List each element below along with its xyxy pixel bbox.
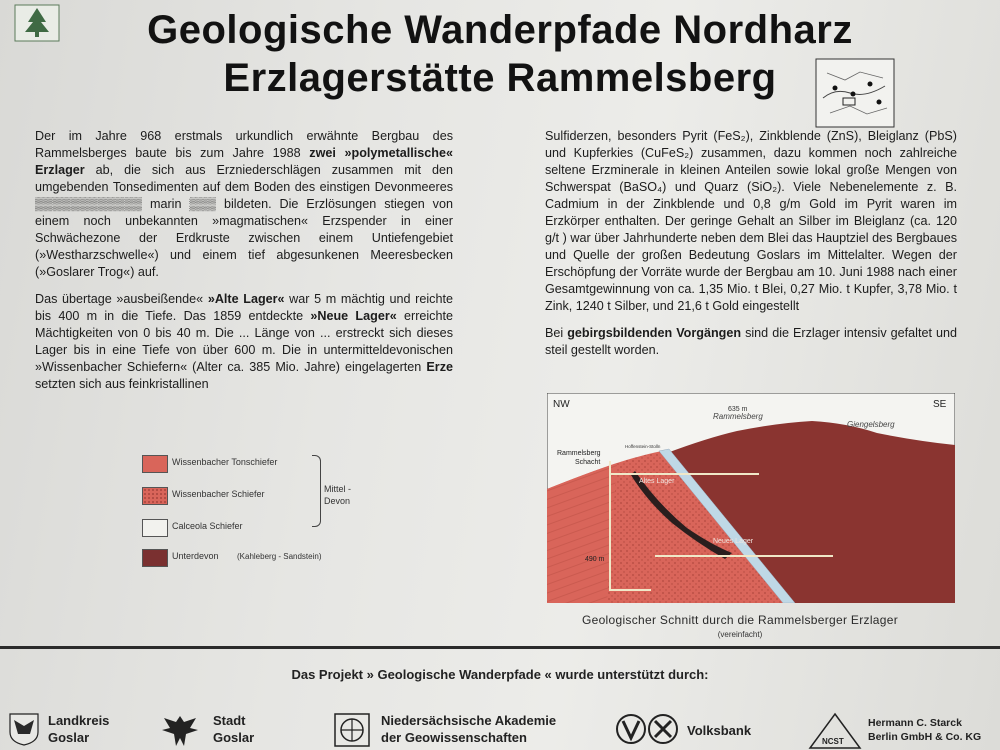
legend-label: Wissenbacher Schiefer	[172, 489, 265, 499]
legend-label: Wissenbacher Tonschiefer	[172, 457, 278, 467]
sponsor-name: Niedersächsische Akademie der Geowissenschaften	[381, 713, 557, 745]
sponsor-landkreis-goslar	[8, 710, 128, 750]
shaft-line	[609, 461, 611, 591]
paragraph-history	[35, 128, 453, 281]
label-neues-lager: Neues Lager	[713, 538, 754, 545]
ore-text-column	[545, 128, 957, 369]
geological-cross-section	[547, 393, 955, 603]
sponsors-heading: Das Projekt » Geologische Wanderpfade « wurde unterstützt durch:	[291, 667, 709, 682]
legend-swatch	[142, 487, 168, 505]
section-caption: Geologischer Schnitt durch die Rammelsberger Erzlager	[581, 613, 899, 627]
section-caption-note: (vereinfacht)	[717, 630, 763, 639]
emphasis-text: »Neue Lager«	[310, 309, 397, 323]
emphasis-text: »Alte Lager«	[207, 292, 285, 306]
legend-label: Calceola Schiefer	[172, 521, 243, 531]
legend-label: Unterdevon	[172, 551, 219, 561]
starck-logo-icon	[808, 712, 862, 750]
page-subtitle: Erzlagerstätte Rammelsberg	[223, 56, 777, 100]
label-depth: 490 m	[585, 556, 605, 563]
label-nw: NW	[553, 399, 570, 410]
divider	[0, 646, 1000, 649]
sponsor-akademie	[333, 710, 583, 750]
body-text: Der im Jahre 968 erstmals urkundlich erwähnte Bergbau des Rammelsberges baute bis zum Jahre 1988	[35, 129, 453, 160]
legend-swatch	[142, 455, 168, 473]
sponsor-name: Volksbank	[687, 723, 752, 738]
section-legend	[142, 453, 392, 573]
body-text: setzten sich aus feinkristallinen	[35, 377, 209, 391]
body-text: ab, die sich aus Erzniederschlägen zusammen mit den umgebenden Tonsedimenten auf dem Boden des einstigen Devonmeeres ▒▒▒▒▒▒▒▒▒▒▒▒ marin ▒▒▒ bildeten. Die Erzlösungen stiegen von einem noch unbekannten »magmatischen« Erzspender in einer Schwächezone der Erdkruste zwischen einem Untiefengebiet (»Westharzschwelle«) und einem tief abgesunkenen Meeresbecken (»Goslarer Trog«) auf.	[35, 163, 453, 279]
academy-logo-icon	[333, 712, 371, 748]
location-map-icon	[815, 58, 895, 128]
coat-of-arms-icon	[8, 712, 40, 746]
sponsor-stadt-goslar	[160, 710, 270, 750]
legend-group-label: Mittel - Devon	[324, 484, 351, 506]
emphasis-text: Erze	[426, 360, 453, 374]
level-line-bottom	[611, 589, 651, 591]
sponsor-starck	[808, 710, 998, 750]
emphasis-text: gebirgsbildenden Vorgängen	[567, 326, 742, 340]
body-text: Das übertage »ausbeißende«	[35, 292, 208, 306]
legend-note: (Kahleberg - Sandstein)	[237, 552, 322, 561]
label-giengelsberg: Giengelsberg	[847, 420, 895, 429]
sponsor-volksbank	[615, 710, 765, 750]
body-text: sind die Erzlager intensiv gefaltet und steil gestellt worden.	[545, 326, 958, 357]
emphasis-text: zwei »polymetallische« Erzlager	[35, 146, 454, 177]
legend-swatch	[142, 519, 168, 537]
paragraph-minerals	[545, 128, 957, 315]
label-small: Hoffenstein-Stolln	[625, 444, 661, 449]
level-line-lower	[655, 555, 833, 557]
label-shaft-1: Rammelsberg	[557, 450, 601, 457]
paragraph-lager	[35, 291, 453, 393]
label-height: 635 m	[728, 406, 748, 413]
level-line-upper	[609, 473, 759, 475]
eagle-icon	[160, 712, 200, 748]
sponsor-name: Landkreis Goslar	[48, 713, 110, 745]
body-text: erreichte Mächtigkeiten von 0 bis 40 m. Die ... Länge von ... erstreckt sich dieses Lager bis in eine Tiefe von über 600 m. Die in untermitteldevonischen »Wissenbacher Schiefern« (Alter ca. 385 Mio. Jahre) eingelagerten	[35, 309, 453, 374]
sponsor-name: Stadt Goslar	[213, 713, 255, 745]
label-rammelsberg: Rammelsberg	[713, 412, 763, 421]
paragraph-folding	[545, 325, 957, 359]
body-text: Sulfiderzen, besonders Pyrit (FeS₂), Zinkblende (ZnS), Bleiglanz (PbS) und Kupferkies (CuFeS₂) zusammen, dazu kommen noch zahlreiche seltene Erzminerale in kleinen Anteilen sowie lokal große Mengen von Schwerspat (BaSO₄) und Quarz (SiO₂). Viele Nebenelemente z. B. Cadmium in der Zinkblende und 0,8 g/m Gold im Pyrit waren im Erzkörper enthalten. Der geringe Gehalt an Silber im Bleiglanz (ca. 120 g/t ) war über Jahrhunderte neben dem Blei das Hauptziel des Bergbaues und Quelle der großen Bedeutung Goslars im Mittelalter. Wegen der Erschöpfung der Vorräte wurde der Bergbau am 10. Juni 1988 nach einer Gesamtgewinnung von ca. 1,35 Mio. t Blei, 0,27 Mio. t Kupfer, 3,78 Mio. t Zink, 1240 t Silber, und 21,6 t Gold eingestellt	[545, 129, 957, 313]
starck-badge-text: NCST	[822, 737, 844, 746]
label-altes-lager: Altes Lager	[639, 478, 675, 485]
legend-brace	[312, 455, 321, 527]
volksbank-logo-icon	[615, 712, 681, 746]
label-se: SE	[933, 399, 947, 410]
page-title: Geologische Wanderpfade Nordharz	[147, 8, 853, 52]
body-text: Bei	[545, 326, 568, 340]
sponsor-name: Hermann C. Starck Berlin GmbH & Co. KG	[868, 717, 982, 743]
legend-swatch	[142, 549, 168, 567]
intro-text-column	[35, 128, 453, 403]
body-text: war 5 m mächtig und reichte bis 400 m in die Tiefe. Das 1859 entdeckte	[35, 292, 453, 323]
label-shaft-2: Schacht	[575, 459, 601, 466]
